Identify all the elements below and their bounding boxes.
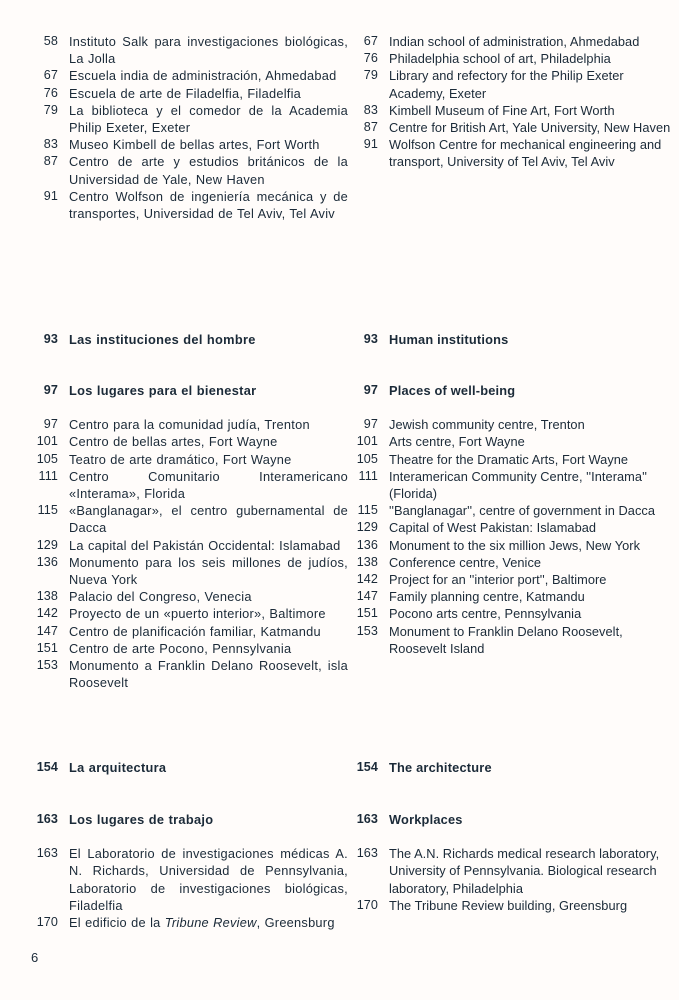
section-places-of-well-being <box>0 382 679 712</box>
toc-entry-page-number: 170 <box>36 915 58 930</box>
toc-entry-page-number: 93 <box>43 332 58 346</box>
section-workplaces <box>0 811 679 941</box>
toc-entry-title: Monumento a Franklin Delano Roosevelt, isla Roosevelt <box>69 658 348 691</box>
toc-entry-row[interactable] <box>28 588 348 605</box>
column-english-wellbeing <box>348 382 672 657</box>
toc-entry-page-number: 87 <box>363 120 378 135</box>
toc-entry-title: Monument to Franklin Delano Roosevelt, Roosevelt Island <box>389 623 623 656</box>
toc-entry-title: Theatre for the Dramatic Arts, Fort Wayne <box>389 451 629 467</box>
toc-entry-row[interactable] <box>28 188 348 222</box>
column-english-buildings <box>348 33 672 171</box>
toc-entry-row[interactable] <box>348 67 672 101</box>
toc-entry-page-number: 111 <box>358 468 378 483</box>
toc-entry-title: El edificio de la Tribune Review, Greensburg <box>69 915 335 931</box>
toc-entry-title: Museo Kimbell de bellas artes, Fort Worth <box>69 137 320 153</box>
toc-entry-page-number: 58 <box>43 34 58 48</box>
toc-entry-page-number: 97 <box>43 417 58 432</box>
toc-entry-row[interactable] <box>348 845 672 897</box>
toc-entry-title: Human institutions <box>389 332 509 347</box>
toc-entry-title: Library and refectory for the Philip Exeter Academy, Exeter <box>389 68 624 101</box>
toc-entry-page-number: 79 <box>43 102 58 117</box>
toc-entry-page-number: 147 <box>356 589 378 604</box>
toc-entry-row[interactable] <box>348 33 672 50</box>
toc-entry-title: Escuela india de administración, Ahmedabad <box>69 68 337 84</box>
toc-entry-row[interactable] <box>348 554 672 571</box>
toc-entry-page-number: 142 <box>36 606 58 621</box>
toc-entry-page-number: 111 <box>38 468 58 483</box>
toc-entry-row[interactable] <box>28 537 348 554</box>
toc-entry-page-number: 97 <box>363 417 378 432</box>
toc-entry-title: La arquitectura <box>69 760 167 775</box>
toc-heading-row[interactable] <box>28 382 348 399</box>
toc-entry-row[interactable] <box>28 102 348 136</box>
toc-entry-title: Proyecto de un «puerto interior», Baltimore <box>69 606 326 622</box>
toc-entry-row[interactable] <box>28 136 348 153</box>
toc-entry-title: The Tribune Review building, Greensburg <box>389 897 628 913</box>
column-english-institutions <box>348 331 672 348</box>
toc-entry-page-number: 93 <box>363 332 378 346</box>
toc-entry-title: Capital of West Pakistan: Islamabad <box>389 520 597 536</box>
toc-entry-page-number: 67 <box>43 68 58 83</box>
toc-entry-row[interactable] <box>348 605 672 622</box>
section-the-architecture <box>0 759 679 789</box>
toc-entry-title: Centro de arte y estudios británicos de la Universidad de Yale, New Haven <box>69 154 348 187</box>
toc-heading-row[interactable] <box>28 331 348 348</box>
page-number: 6 <box>31 950 39 965</box>
toc-entry-page-number: 115 <box>357 503 378 518</box>
toc-heading-row[interactable] <box>28 811 348 828</box>
toc-entry-row[interactable] <box>28 153 348 187</box>
column-spanish-workplaces <box>28 811 348 931</box>
toc-entry-row[interactable] <box>348 537 672 554</box>
toc-entry-page-number: 154 <box>356 760 378 774</box>
toc-entry-title: La capital del Pakistán Occidental: Islamabad <box>69 537 341 553</box>
toc-entry-row[interactable] <box>348 50 672 67</box>
toc-entry-title: Interamerican Community Centre, ''Interama'' (Florida) <box>389 468 648 502</box>
toc-entry-title: Los lugares de trabajo <box>69 812 214 827</box>
toc-entry-page-number: 136 <box>356 537 378 552</box>
toc-entry-page-number: 101 <box>356 434 378 449</box>
toc-heading-row[interactable] <box>348 759 672 776</box>
toc-entry-row[interactable] <box>28 657 348 691</box>
toc-entry-title: The A.N. Richards medical research laboratory, University of Pennsylvania. Biological research laboratory, Philadelphia <box>389 846 660 896</box>
toc-entry-title: «Banglanagar», el centro gubernamental de Dacca <box>69 503 348 536</box>
toc-entry-page-number: 105 <box>36 451 58 466</box>
toc-entry-row[interactable] <box>28 914 348 931</box>
toc-entry-row[interactable] <box>28 640 348 657</box>
section-human-institutions <box>0 331 679 361</box>
toc-entry-title: Workplaces <box>389 812 463 827</box>
toc-entry-title: Monument to the six million Jews, New York <box>389 537 641 553</box>
column-spanish-institutions <box>28 331 348 348</box>
toc-entry-title: Centro Wolfson de ingeniería mecánica y de transportes, Universidad de Tel Aviv, Tel Aviv <box>69 188 348 222</box>
section-buildings <box>0 33 679 293</box>
toc-entry-page-number: 138 <box>36 589 58 604</box>
toc-entry-title: Palacio del Congreso, Venecia <box>69 589 252 605</box>
toc-entry-row[interactable] <box>348 571 672 588</box>
toc-entry-row[interactable] <box>28 502 348 536</box>
toc-entry-row[interactable] <box>28 85 348 102</box>
toc-entry-row[interactable] <box>28 554 348 588</box>
column-english-architecture <box>348 759 672 776</box>
toc-entry-page-number: 151 <box>356 606 378 621</box>
toc-entry-row[interactable] <box>28 33 348 67</box>
toc-entry-title: Centro para la comunidad judía, Trenton <box>69 417 310 433</box>
toc-heading-row[interactable] <box>348 811 672 828</box>
toc-entry-row[interactable] <box>28 416 348 433</box>
column-spanish-wellbeing <box>28 382 348 691</box>
toc-entry-row[interactable] <box>348 468 672 502</box>
toc-entry-row[interactable] <box>348 588 672 605</box>
toc-entry-title: Project for an ''interior port'', Baltimore <box>389 572 607 588</box>
toc-entry-title: Places of well-being <box>389 383 516 398</box>
toc-entry-title: ''Banglanagar'', centre of government in Dacca <box>389 503 656 519</box>
toc-entry-title: Indian school of administration, Ahmedabad <box>389 34 640 49</box>
toc-entry-row[interactable] <box>348 102 672 119</box>
toc-entry-page-number: 163 <box>36 812 58 826</box>
toc-entry-title: Centre for British Art, Yale University, New Haven <box>389 120 671 136</box>
toc-entry-page-number: 91 <box>363 137 378 152</box>
toc-entry-page-number: 97 <box>363 383 378 397</box>
toc-entry-page-number: 151 <box>36 640 58 655</box>
column-spanish-buildings <box>28 33 348 222</box>
toc-entry-page-number: 76 <box>43 85 58 100</box>
toc-entry-page-number: 153 <box>356 623 378 638</box>
toc-entry-page-number: 138 <box>356 554 378 569</box>
toc-entry-page-number: 163 <box>356 812 378 826</box>
toc-entry-page-number: 163 <box>36 846 58 861</box>
toc-entry-row[interactable] <box>348 451 672 468</box>
toc-entry-title: Jewish community centre, Trenton <box>389 417 585 433</box>
toc-entry-title: Family planning centre, Katmandu <box>389 589 585 605</box>
toc-entry-row[interactable] <box>28 605 348 622</box>
toc-entry-page-number: 136 <box>36 554 58 569</box>
toc-entry-row[interactable] <box>348 502 672 519</box>
toc-entry-title: The architecture <box>389 760 492 775</box>
toc-heading-row[interactable] <box>348 331 672 348</box>
toc-entry-title: Las instituciones del hombre <box>69 332 256 347</box>
toc-entry-row[interactable] <box>28 433 348 450</box>
toc-entry-title: Kimbell Museum of Fine Art, Fort Worth <box>389 102 615 118</box>
toc-entry-page-number: 79 <box>363 68 378 83</box>
toc-entry-row[interactable] <box>348 623 672 657</box>
toc-entry-title: Philadelphia school of art, Philadelphia <box>389 51 611 67</box>
toc-heading-row[interactable] <box>28 759 348 776</box>
toc-entry-title: Teatro de arte dramático, Fort Wayne <box>69 451 292 467</box>
toc-entry-row[interactable] <box>28 451 348 468</box>
toc-heading-row[interactable] <box>348 382 672 399</box>
toc-entry-title: La biblioteca y el comedor de la Academia Philip Exeter, Exeter <box>69 102 348 136</box>
italic-title: Tribune Review <box>164 915 257 931</box>
toc-entry-title: Escuela de arte de Filadelfia, Filadelfia <box>69 85 302 101</box>
toc-entry-row[interactable] <box>348 416 672 433</box>
toc-entry-page-number: 105 <box>356 451 378 466</box>
toc-entry-row[interactable] <box>28 468 348 502</box>
toc-entry-row[interactable] <box>28 623 348 640</box>
toc-entry-page-number: 87 <box>43 154 58 169</box>
toc-entry-row[interactable] <box>28 845 348 914</box>
toc-entry-row[interactable] <box>348 119 672 136</box>
toc-entry-row[interactable] <box>348 433 672 450</box>
toc-entry-page-number: 170 <box>356 897 378 912</box>
toc-entry-title: El Laboratorio de investigaciones médicas A. N. Richards, Universidad de Pennsylvania, Laboratorio de investigaciones biológicas, Filadelfia <box>69 846 348 913</box>
toc-entry-page-number: 163 <box>356 846 378 861</box>
column-english-workplaces <box>348 811 672 914</box>
column-spanish-architecture <box>28 759 348 776</box>
toc-entry-row[interactable] <box>348 136 672 170</box>
toc-entry-title: Centro de planificación familiar, Katmandu <box>69 623 321 639</box>
toc-entry-page-number: 129 <box>356 520 378 535</box>
toc-entry-page-number: 76 <box>363 51 378 66</box>
toc-entry-page-number: 129 <box>36 537 58 552</box>
toc-entry-title: Centro Comunitario Interamericano «Interama», Florida <box>69 468 348 502</box>
toc-entry-title: Centro de bellas artes, Fort Wayne <box>69 434 278 450</box>
toc-entry-title: Arts centre, Fort Wayne <box>389 434 525 450</box>
toc-entry-page-number: 153 <box>36 658 58 673</box>
toc-entry-title: Centro de arte Pocono, Pennsylvania <box>69 640 292 656</box>
toc-entry-title: Instituto Salk para investigaciones biológicas, La Jolla <box>69 34 348 67</box>
toc-entry-row[interactable] <box>28 67 348 84</box>
toc-entry-page-number: 142 <box>356 572 378 587</box>
toc-entry-row[interactable] <box>348 519 672 536</box>
toc-entry-page-number: 115 <box>37 503 58 518</box>
toc-entry-page-number: 154 <box>36 760 58 774</box>
toc-entry-page-number: 83 <box>363 102 378 117</box>
toc-entry-title: Monumento para los seis millones de judíos, Nueva York <box>69 554 348 588</box>
toc-entry-title: Conference centre, Venice <box>389 554 542 570</box>
toc-entry-title: Wolfson Centre for mechanical engineering and transport, University of Tel Aviv, Tel Aviv <box>389 137 662 170</box>
toc-entry-page-number: 101 <box>36 434 58 449</box>
toc-entry-page-number: 97 <box>43 383 58 397</box>
toc-entry-page-number: 67 <box>363 34 378 48</box>
toc-entry-title: Los lugares para el bienestar <box>69 383 257 398</box>
toc-entry-page-number: 147 <box>36 623 58 638</box>
toc-entry-page-number: 83 <box>43 137 58 152</box>
toc-entry-page-number: 91 <box>43 188 58 203</box>
toc-entry-title: Pocono arts centre, Pennsylvania <box>389 606 582 622</box>
toc-entry-row[interactable] <box>348 897 672 914</box>
